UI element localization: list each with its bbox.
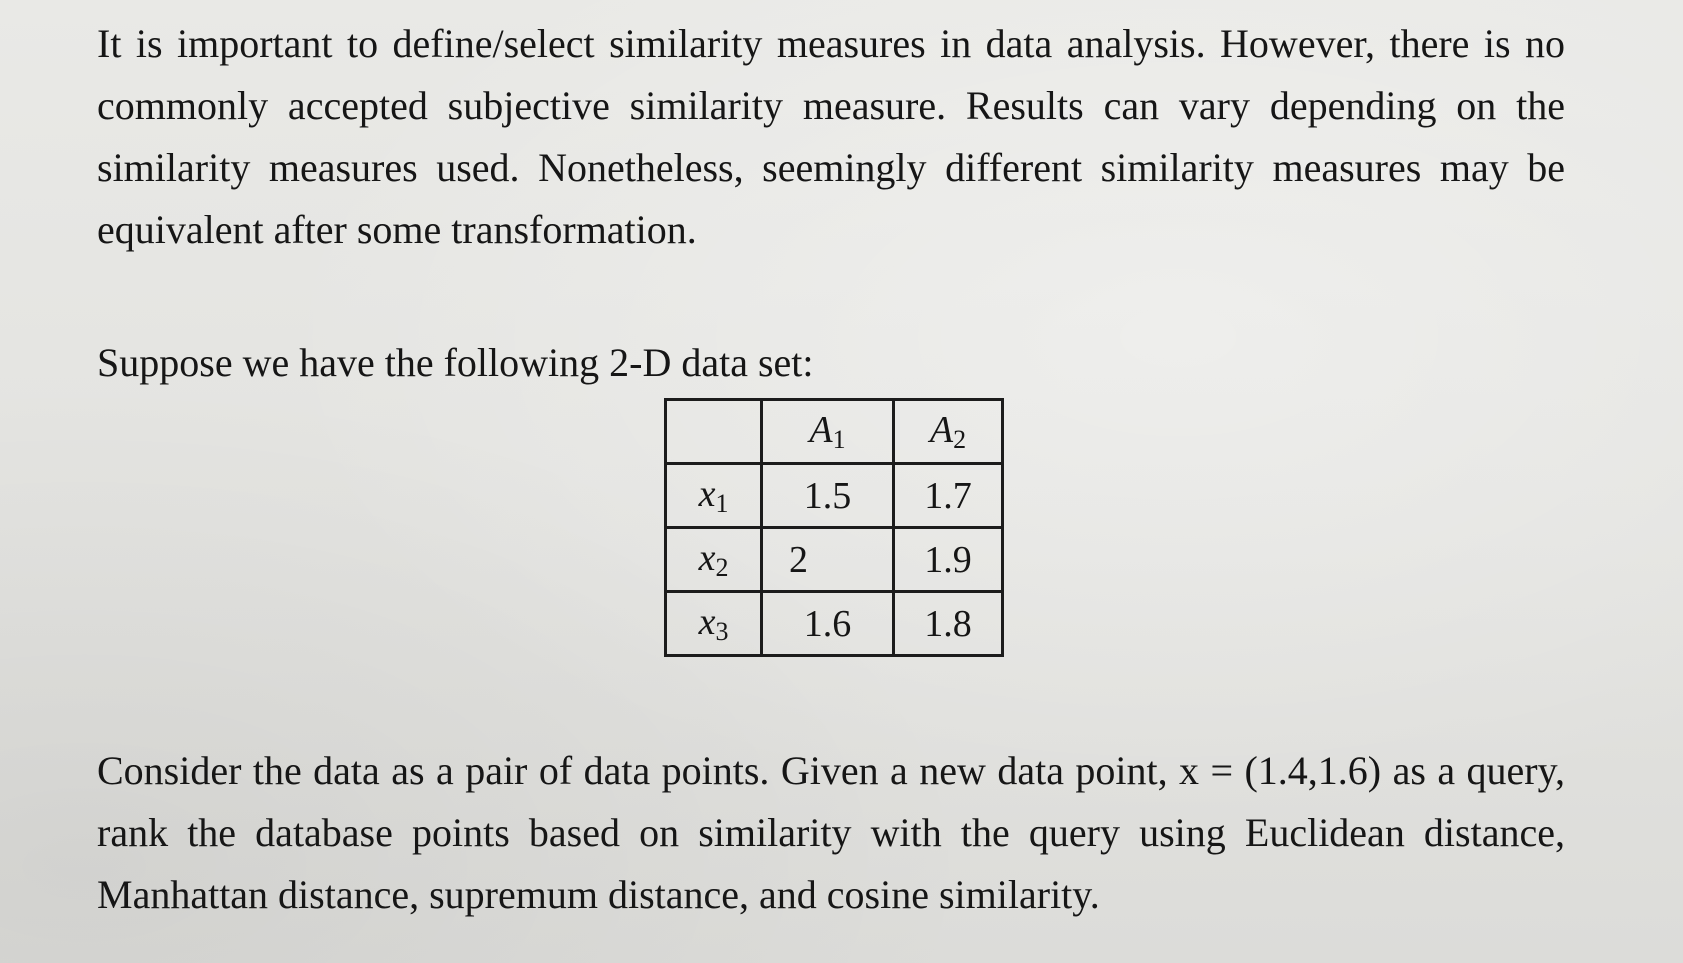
cell-x2-a2: 1.9 [894,528,1003,592]
row-label-x1: $x_1$ [666,464,762,528]
cell-x3-a2: 1.8 [894,592,1003,656]
dataset-intro-text: Suppose we have the following 2-D data set: [97,340,814,385]
cell-x3-a1: 1.6 [762,592,894,656]
header-a1: $A_1$ [762,400,894,464]
data-table [664,398,1004,657]
question-paragraph: Consider the data as a pair of data points. Given a new data point, x = (1.4,1.6) as a query, rank the database points based on similarity with the query using Euclidean distance, Manhattan distance, supremum distance, and cosine similarity. [97,748,1565,917]
cell-x1-a2: 1.7 [894,464,1003,528]
table-row [666,592,1003,656]
table-row [666,464,1003,528]
header-a2: $A_2$ [894,400,1003,464]
intro-paragraph: It is important to define/select similarity measures in data analysis. However, there is no commonly accepted subjective similarity measure. Results can vary depending on the similarity measures used. Nonetheless, seemingly different similarity measures may be equivalent after some transformation. [97,21,1565,252]
table-header-row [666,400,1003,464]
table-row [666,528,1003,592]
row-label-x3: $x_3$ [666,592,762,656]
cell-x2-a1: 2 [762,528,894,592]
cell-x1-a1: 1.5 [762,464,894,528]
row-label-x2: $x_2$ [666,528,762,592]
table-corner-cell [666,400,762,464]
